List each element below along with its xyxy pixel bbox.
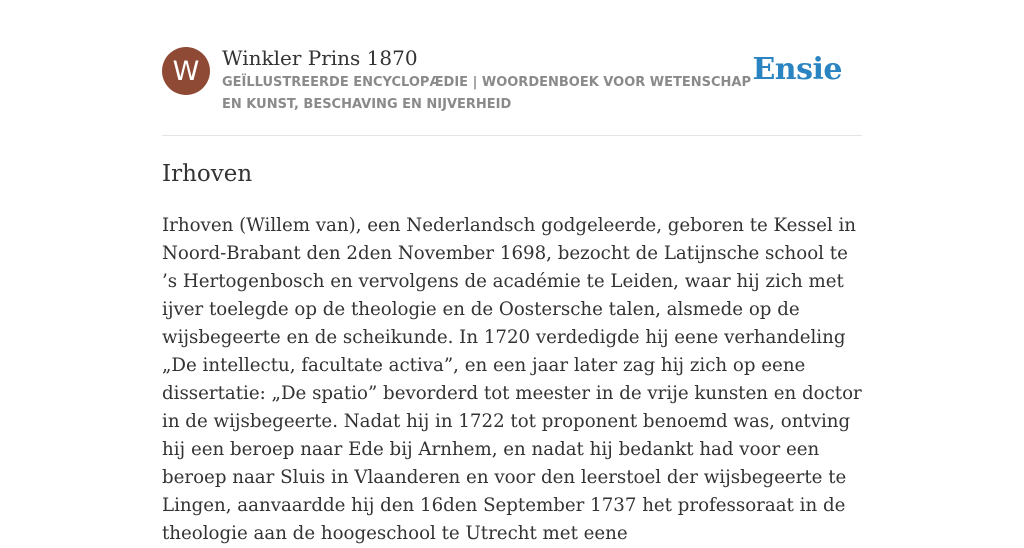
brand-logo[interactable]: Ensie [752,52,842,87]
site-subtitle: GEÏLLUSTREERDE ENCYCLOPÆDIE | WOORDENBOEK VOOR WETENSCHAP EN KUNST, BESCHAVING EN NIJVERHEID [222,75,751,112]
site-title[interactable]: Winkler Prins 1870 [222,46,418,70]
entry-body: Irhoven (Willem van), een Nederlandsch godgeleerde, geboren te Kessel in Noord-Brabant den 2den November 1698, bezocht de Latijnsche school te ’s Hertogenbosch en vervolgens de académie te Leiden, waar hij zich met ijver toelegde op de theologie en de Oostersche talen, alsmede op de wijsbegeerte en de scheikunde. In 1720 verdedigde hij eene verhandeling „De intellectu, facultate activa”, en een jaar later zag hij zich op eene dissertatie: „De spatio” bevorderd tot meester in de vrije kunsten en doctor in de wijsbegeerte. Nadat hij in 1722 tot proponent benoemd was, ontving hij een beroep naar Ede bij Arnhem, en nadat hij bedankt had voor een beroep naar Sluis in Vlaanderen en voor den leerstoel der wijsbegeerte te Lingen, aanvaardde hij den 16den September 1737 het professoraat in de theologie aan de hoogeschool te Utrecht met eene [162,215,862,544]
entry-title: Irhoven [162,161,253,187]
avatar[interactable]: W [162,47,210,95]
header [162,0,862,136]
page [162,0,862,544]
site-titles [222,44,752,116]
